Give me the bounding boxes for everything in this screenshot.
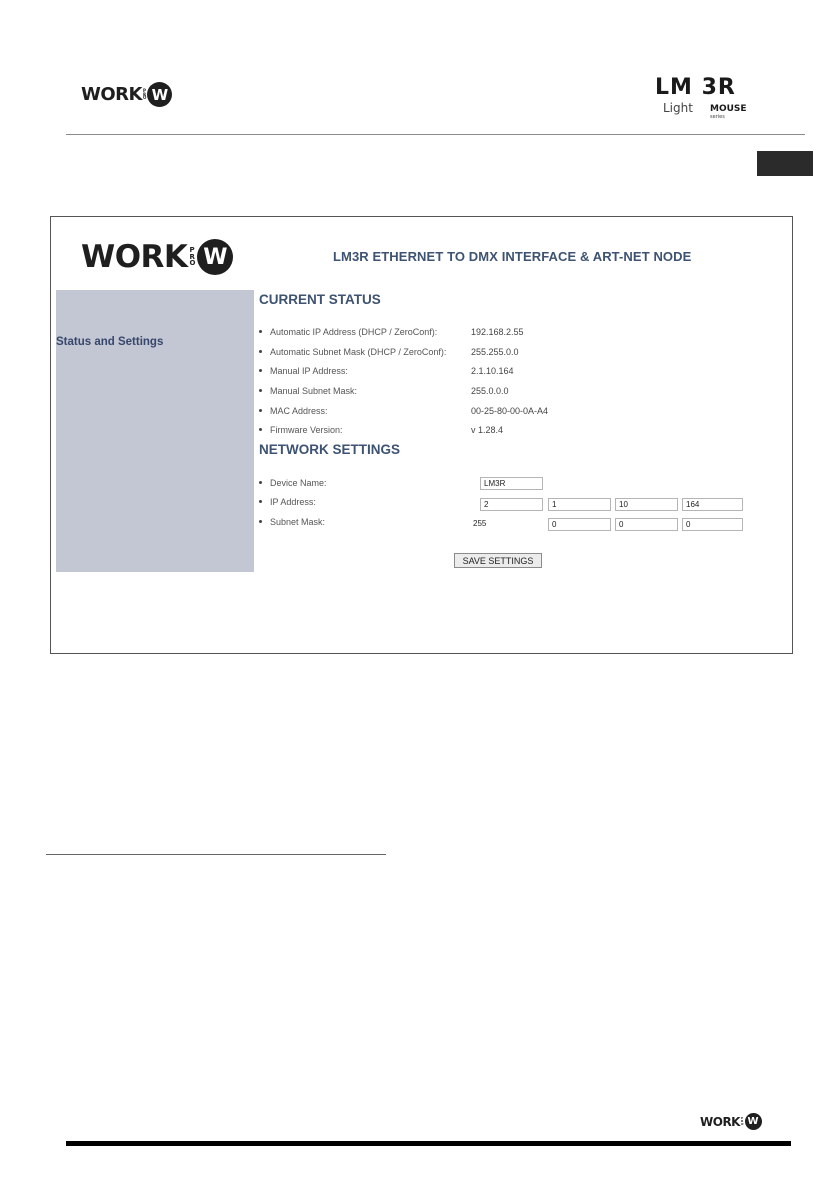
logo-w-mark: W [197,239,233,275]
ip-octet-3-field[interactable] [615,498,678,511]
ip-address-label: IP Address: [270,497,316,507]
series-text: series [710,114,725,120]
subnet-mask-label: Subnet Mask: [270,517,326,527]
device-name-label: Device Name: [270,478,327,488]
status-value: 2.1.10.164 [471,366,514,376]
section-tab-marker [757,151,813,176]
sidebar-item-status-and-settings[interactable]: Status and Settings [56,336,164,348]
light-text: Light [663,101,693,115]
footnote-divider [46,854,386,855]
logo-wordmark: WORK [700,1114,740,1129]
status-label: Firmware Version: [270,425,343,435]
sidebar [56,290,254,572]
ip-octet-4-field[interactable] [682,498,743,511]
logo-w-mark: W [147,82,172,107]
device-name-field[interactable] [480,477,543,490]
lm3r-mark: LM 3R [655,75,736,100]
bullet [259,500,262,503]
bullet [259,369,262,372]
bullet [259,389,262,392]
device-web-interface [50,216,793,654]
save-settings-button[interactable]: SAVE SETTINGS [454,553,542,568]
bullet [259,428,262,431]
subnet-octet-2-field[interactable] [548,518,611,531]
lm3r-lightmouse-logo [655,76,755,122]
logo-wordmark: WORK [81,84,142,105]
status-value: 255.255.0.0 [471,347,519,357]
bullet [259,330,262,333]
status-label: Manual IP Address: [270,366,348,376]
logo-wordmark: WORK [81,239,188,275]
current-status-heading: CURRENT STATUS [259,292,381,307]
work-pro-logo [700,1113,762,1130]
bullet [259,481,262,484]
ip-octet-1-field[interactable] [480,498,543,511]
ip-octet-2-field[interactable] [548,498,611,511]
footer-rule [66,1141,791,1146]
status-value: 255.0.0.0 [471,386,509,396]
work-pro-logo [81,82,172,107]
subnet-octet-3-field[interactable] [615,518,678,531]
subnet-octet-4-field[interactable] [682,518,743,531]
logo-pro-letters: P R O [142,87,147,101]
logo-w-mark: W [745,1113,762,1130]
status-label: MAC Address: [270,406,328,416]
subnet-first-octet: 255 [473,519,487,528]
status-label: Automatic IP Address (DHCP / ZeroConf): [270,327,438,337]
mouse-text: MOUSE [710,104,747,114]
logo-pro-letters: P R O [740,1116,744,1126]
network-settings-heading: NETWORK SETTINGS [259,442,400,457]
bullet [259,409,262,412]
logo-pro-letters: P R O [189,246,196,268]
status-value: 00-25-80-00-0A-A4 [471,406,549,416]
status-value: v 1.28.4 [471,425,504,435]
bullet [259,350,262,353]
status-label: Automatic Subnet Mask (DHCP / ZeroConf): [270,347,447,357]
page-title: LM3R ETHERNET TO DMX INTERFACE & ART-NET NODE [333,249,692,264]
bullet [259,520,262,523]
header-divider [66,134,805,135]
status-value: 192.168.2.55 [471,327,524,337]
work-pro-logo [81,239,233,275]
status-label: Manual Subnet Mask: [270,386,358,396]
